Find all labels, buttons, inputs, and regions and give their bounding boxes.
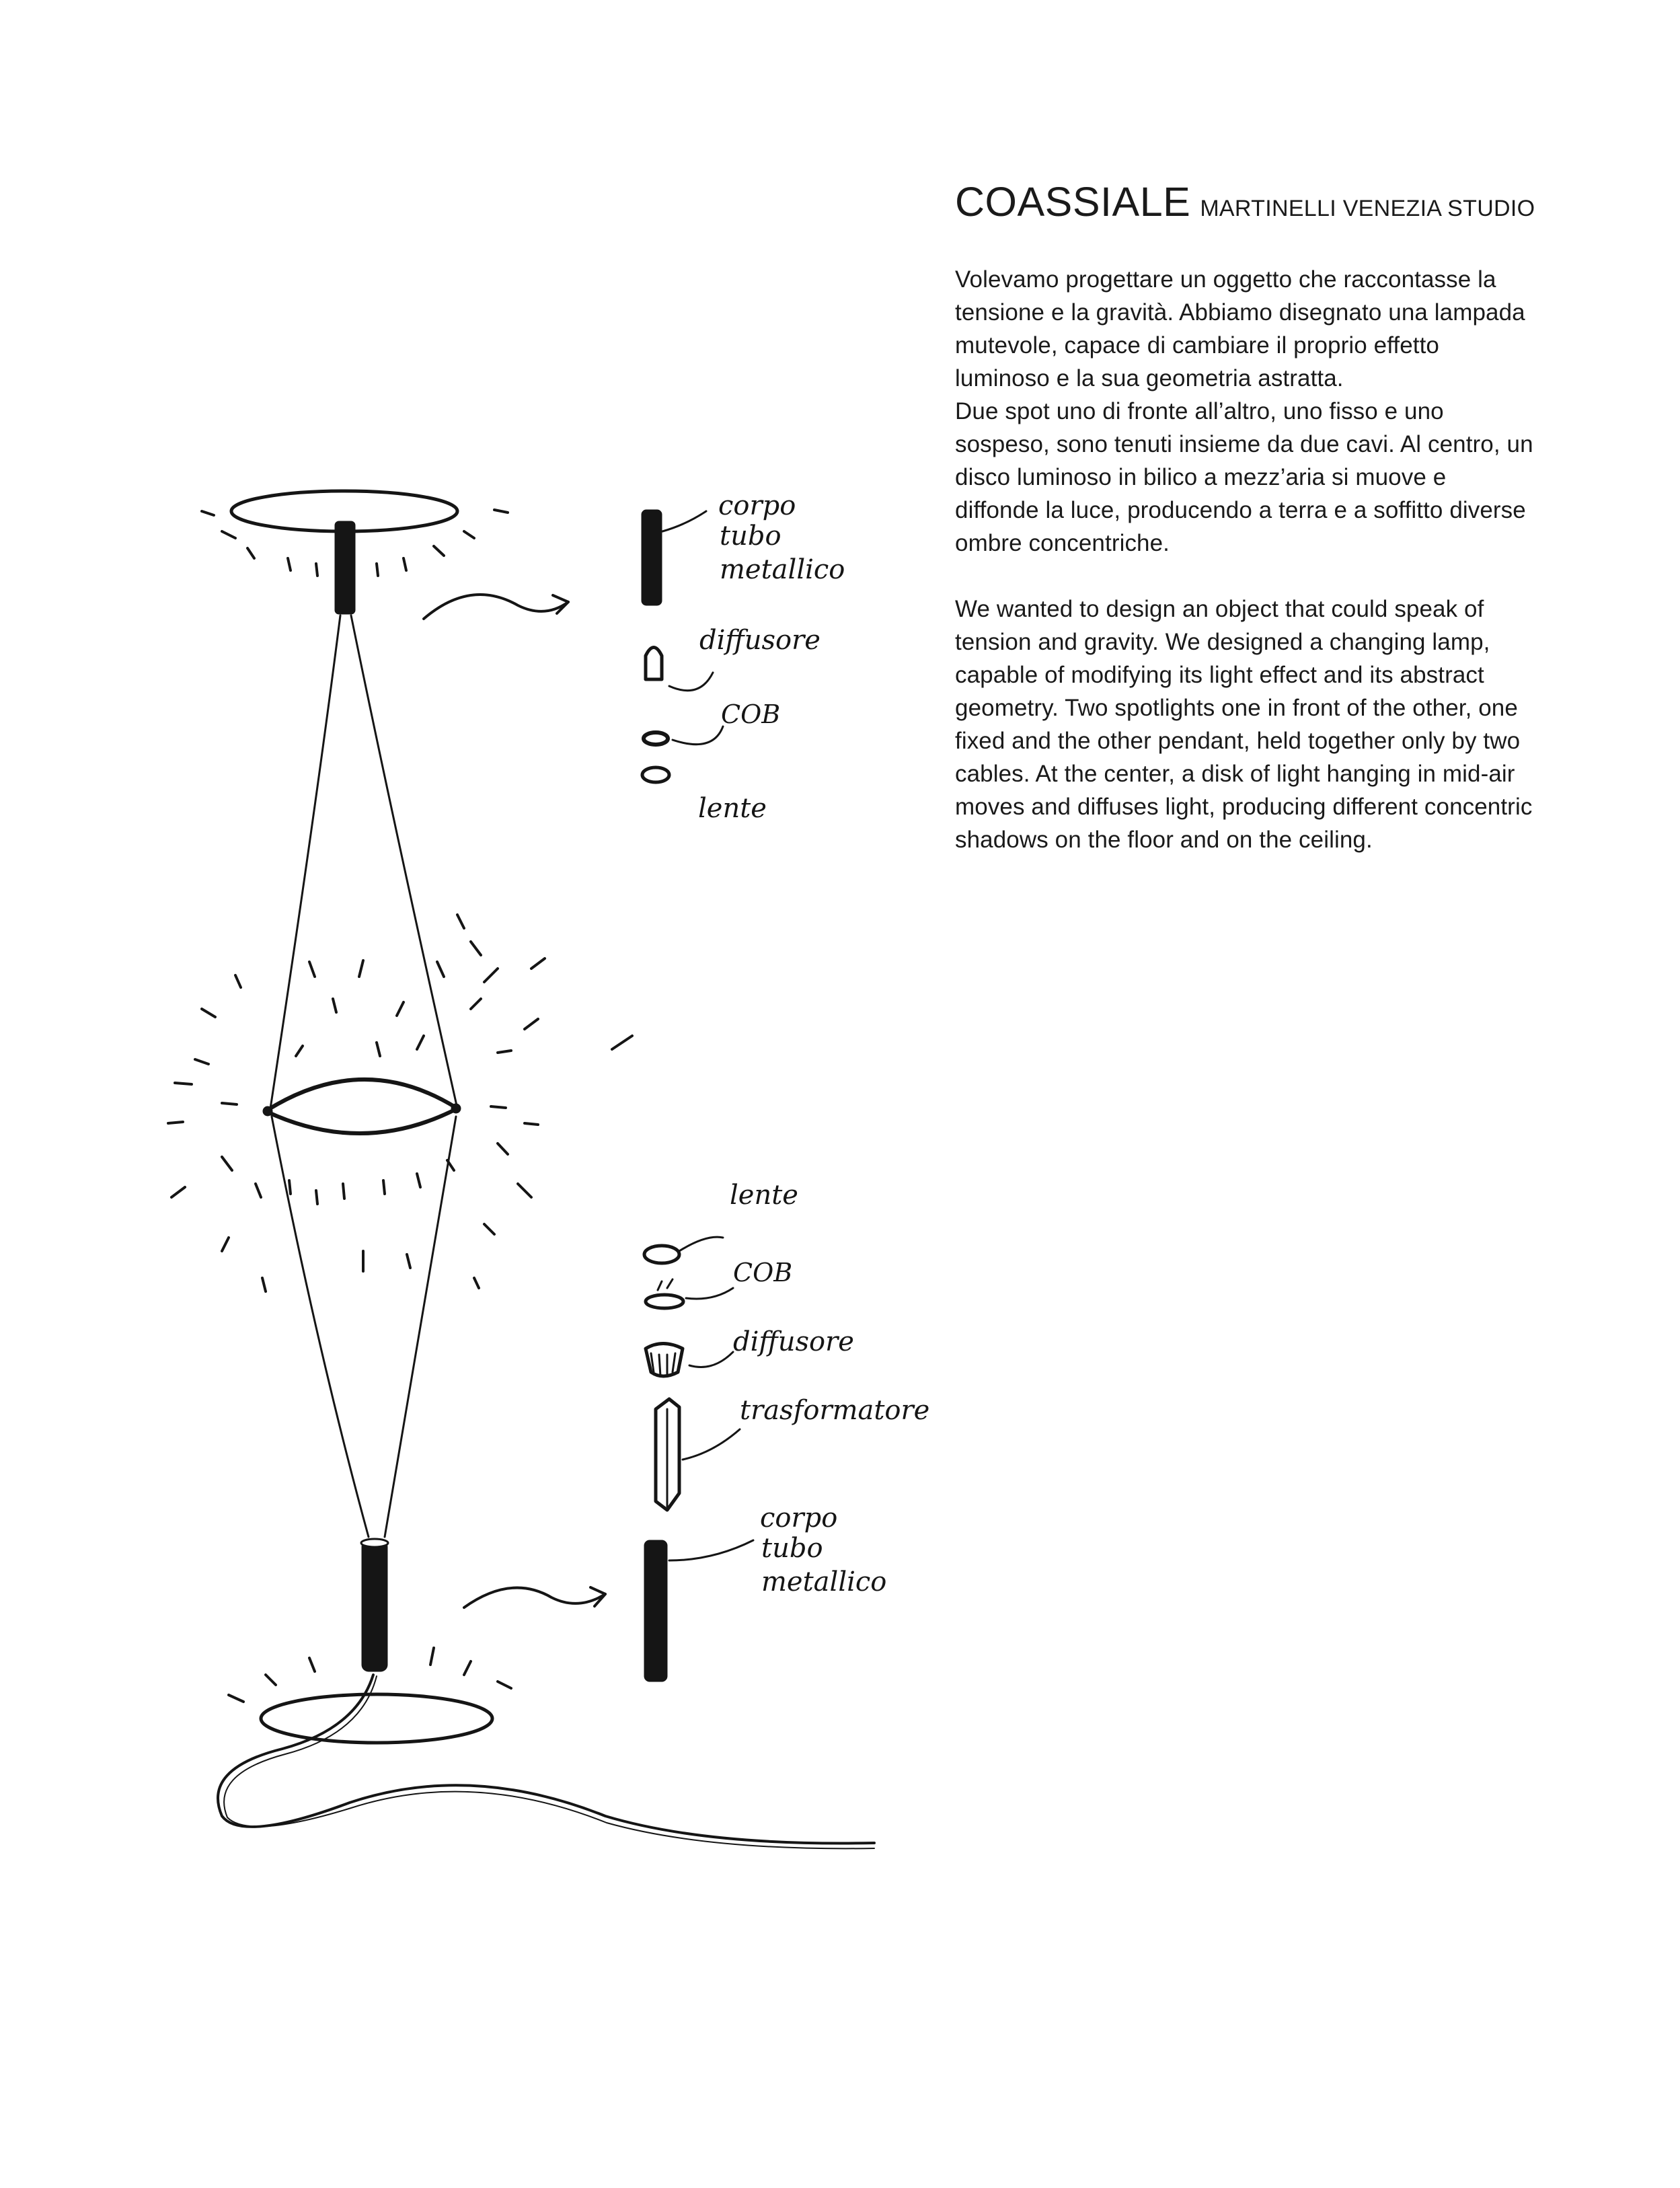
ceiling-ellipse (231, 491, 457, 531)
power-cord (218, 1675, 874, 1844)
top-body-label-2: tubo (720, 521, 781, 552)
bottom-diffuser-label: diffusore (733, 1326, 854, 1357)
bottom-transformer-label: trasformatore (740, 1395, 930, 1426)
bottom-body-label-3: metallico (761, 1567, 887, 1597)
bottom-arrow (464, 1588, 605, 1608)
top-parts (642, 490, 845, 824)
bottom-cob-label: COB (733, 1258, 793, 1287)
top-cob-label: COB (721, 700, 781, 729)
top-arrow (424, 595, 568, 619)
top-spot-body (335, 521, 355, 614)
bottom-body-label-2: tubo (761, 1533, 823, 1564)
product-heading (955, 179, 1535, 225)
floor-ellipse (261, 1694, 492, 1743)
ceiling-rays (202, 510, 508, 576)
description-column (955, 179, 1535, 856)
english-paragraph: We wanted to design an object that could speak of tension and gravity. We designed a changing lamp, capable of modifying its light effect and its abstract geometry. Two spotlights one in front of the other, one fixed and the other pendant, held together only by two cables. At the center, a disk of light hanging in mid-air moves and diffuses light, producing different concentric shadows on the floor and on the ceiling. (955, 596, 1533, 853)
top-diffuser-label: diffusore (699, 625, 820, 656)
floor-rays (229, 1648, 511, 1702)
disc-rays (168, 915, 632, 1291)
italian-paragraph-2: Due spot uno di fronte all’altro, uno fisso e uno sospeso, sono tenuti insieme da due cavi. Al centro, un disco luminoso in bilico a mezz’aria si muove e diffonde la luce, producendo a terra e a soffitto diverse ombre concentriche. (955, 398, 1533, 556)
designer-name: MARTINELLI VENEZIA STUDIO (1200, 196, 1535, 221)
italian-paragraph-1: Volevamo progettare un oggetto che raccontasse la tensione e la gravità. Abbiamo disegnato una lampada mutevole, capace di cambiare il proprio effetto luminoso e la sua geometria astratta. (955, 266, 1525, 391)
top-body-label-1: corpo (718, 490, 796, 521)
product-title: COASSIALE (955, 179, 1191, 225)
bottom-spot-body (362, 1540, 387, 1671)
top-body-label-3: metallico (720, 554, 845, 585)
cables (270, 615, 457, 1537)
bottom-lens-label: lente (730, 1180, 798, 1211)
bottom-body-label-1: corpo (760, 1503, 838, 1534)
bottom-parts (644, 1180, 929, 1682)
light-disc (266, 1080, 457, 1133)
top-lens-label: lente (698, 793, 767, 824)
